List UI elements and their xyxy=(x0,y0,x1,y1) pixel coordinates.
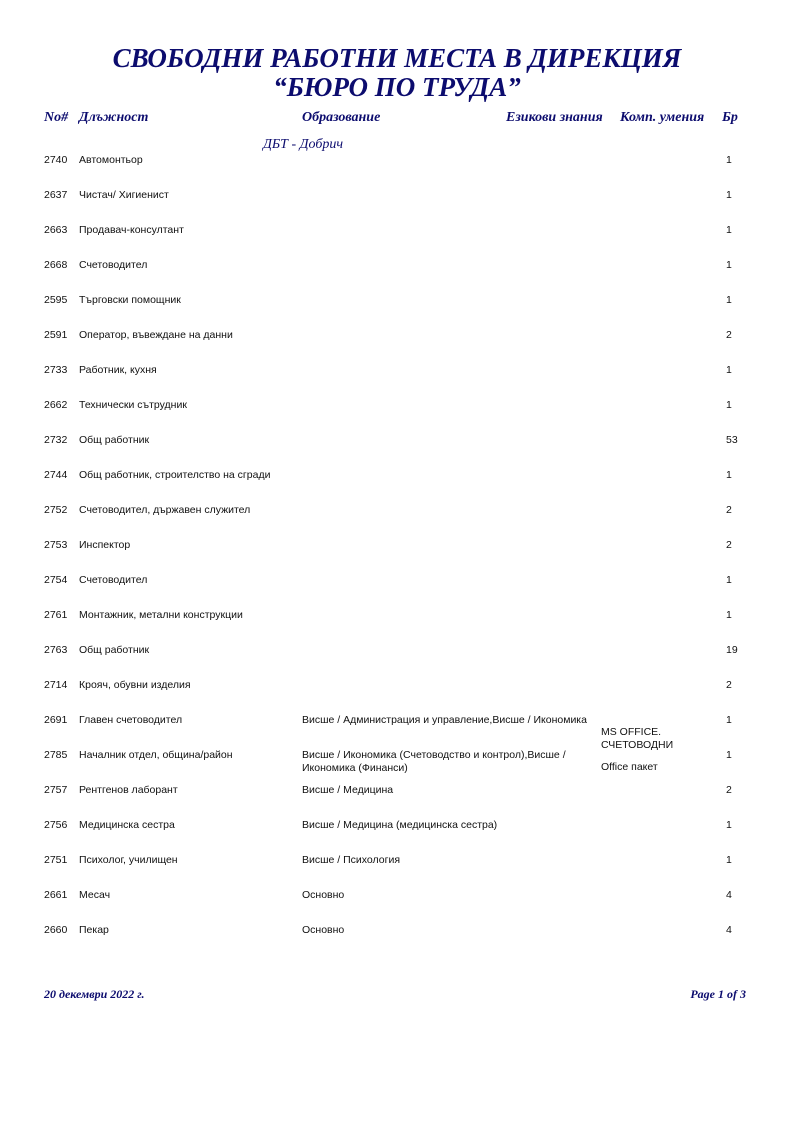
row-count: 2 xyxy=(726,679,732,691)
row-position: Крояч, обувни изделия xyxy=(79,679,191,691)
column-header-position: Длъжност xyxy=(79,110,149,125)
row-computer-skills: MS OFFICE. СЧЕТОВОДНИ xyxy=(601,726,674,751)
footer-date: 20 декември 2022 г. xyxy=(44,987,145,1001)
row-position: Чистач/ Хигиенист xyxy=(79,189,169,201)
row-count: 53 xyxy=(726,434,738,446)
row-position: Счетоводител xyxy=(79,574,148,586)
row-position: Общ работник xyxy=(79,434,150,446)
row-count: 2 xyxy=(726,784,732,796)
row-count: 1 xyxy=(726,469,732,481)
row-number: 2752 xyxy=(44,504,68,516)
row-number: 2714 xyxy=(44,679,68,691)
row-count: 1 xyxy=(726,609,732,621)
row-count: 1 xyxy=(726,574,732,586)
row-position: Общ работник, строителство на сгради xyxy=(79,469,271,481)
row-number: 2595 xyxy=(44,294,68,306)
row-position: Медицинска сестра xyxy=(79,819,175,831)
row-position: Счетоводител xyxy=(79,259,148,271)
row-count: 4 xyxy=(726,889,732,901)
row-number: 2637 xyxy=(44,189,68,201)
page-title-line-1: СВОБОДНИ РАБОТНИ МЕСТА В ДИРЕКЦИЯ xyxy=(112,43,682,73)
row-count: 1 xyxy=(726,854,732,866)
column-header-languages: Езикови знания xyxy=(506,110,603,125)
row-count: 4 xyxy=(726,924,732,936)
row-count: 1 xyxy=(726,224,732,236)
row-count: 1 xyxy=(726,189,732,201)
row-count: 1 xyxy=(726,399,732,411)
row-count: 2 xyxy=(726,504,732,516)
column-header-computer-skills: Комп. умения xyxy=(620,110,705,125)
row-number: 2663 xyxy=(44,224,68,236)
row-number: 2754 xyxy=(44,574,68,586)
row-education: Висше / Психология xyxy=(302,854,401,866)
page-title-line-2: “БЮРО ПО ТРУДА” xyxy=(273,72,521,102)
row-number: 2691 xyxy=(44,714,68,726)
row-number: 2740 xyxy=(44,154,68,166)
row-education: Висше / Медицина (медицинска сестра) xyxy=(302,819,498,831)
row-count: 1 xyxy=(726,294,732,306)
row-count: 2 xyxy=(726,329,732,341)
row-education: Висше / Администрация и управление,Висше / Икономика xyxy=(302,714,587,726)
row-position: Рентгенов лаборант xyxy=(79,784,178,796)
row-number: 2785 xyxy=(44,749,68,761)
row-number: 2756 xyxy=(44,819,68,831)
row-count: 1 xyxy=(726,154,732,166)
row-number: 2732 xyxy=(44,434,68,446)
row-education: Основно xyxy=(302,889,345,901)
column-header-count: Бр xyxy=(722,110,738,125)
row-count: 1 xyxy=(726,819,732,831)
row-number: 2751 xyxy=(44,854,68,866)
row-number: 2662 xyxy=(44,399,68,411)
row-position: Работник, кухня xyxy=(79,364,157,376)
row-number: 2757 xyxy=(44,784,68,796)
row-position: Психолог, училищен xyxy=(79,854,178,866)
row-position: Началник отдел, община/район xyxy=(79,749,233,761)
row-number: 2591 xyxy=(44,329,68,341)
row-number: 2733 xyxy=(44,364,68,376)
footer-page-number: Page 1 of 3 xyxy=(690,987,746,1001)
section-heading: ДБТ - Добрич xyxy=(263,137,344,152)
row-position: Технически сътрудник xyxy=(79,399,187,411)
row-count: 1 xyxy=(726,364,732,376)
row-number: 2753 xyxy=(44,539,68,551)
row-position: Инспектор xyxy=(79,539,131,551)
row-education: Висше / Медицина xyxy=(302,784,394,796)
row-number: 2744 xyxy=(44,469,68,481)
row-position: Монтажник, метални конструкции xyxy=(79,609,243,621)
row-count: 1 xyxy=(726,749,732,761)
row-number: 2763 xyxy=(44,644,68,656)
row-number: 2761 xyxy=(44,609,68,621)
row-education: Висше / Икономика (Счетоводство и контрол),Висше / Икономика (Финанси) xyxy=(302,749,566,774)
column-header-no: No# xyxy=(44,110,69,125)
row-count: 2 xyxy=(726,539,732,551)
row-position: Продавач-консултант xyxy=(79,224,184,236)
row-position: Пекар xyxy=(79,924,109,936)
row-position: Общ работник xyxy=(79,644,150,656)
row-position: Счетоводител, държавен служител xyxy=(79,504,251,516)
row-position: Месач xyxy=(79,889,111,901)
row-position: Главен счетоводител xyxy=(79,714,183,726)
row-count: 1 xyxy=(726,714,732,726)
row-education: Основно xyxy=(302,924,345,936)
row-count: 1 xyxy=(726,259,732,271)
row-count: 19 xyxy=(726,644,738,656)
row-number: 2660 xyxy=(44,924,68,936)
row-position: Оператор, въвеждане на данни xyxy=(79,329,233,341)
row-position: Автомонтьор xyxy=(79,154,143,166)
row-number: 2661 xyxy=(44,889,68,901)
row-number: 2668 xyxy=(44,259,68,271)
row-position: Търговски помощник xyxy=(79,294,181,306)
row-computer-skills: Office пакет xyxy=(601,761,658,773)
column-header-education: Образование xyxy=(302,110,381,125)
